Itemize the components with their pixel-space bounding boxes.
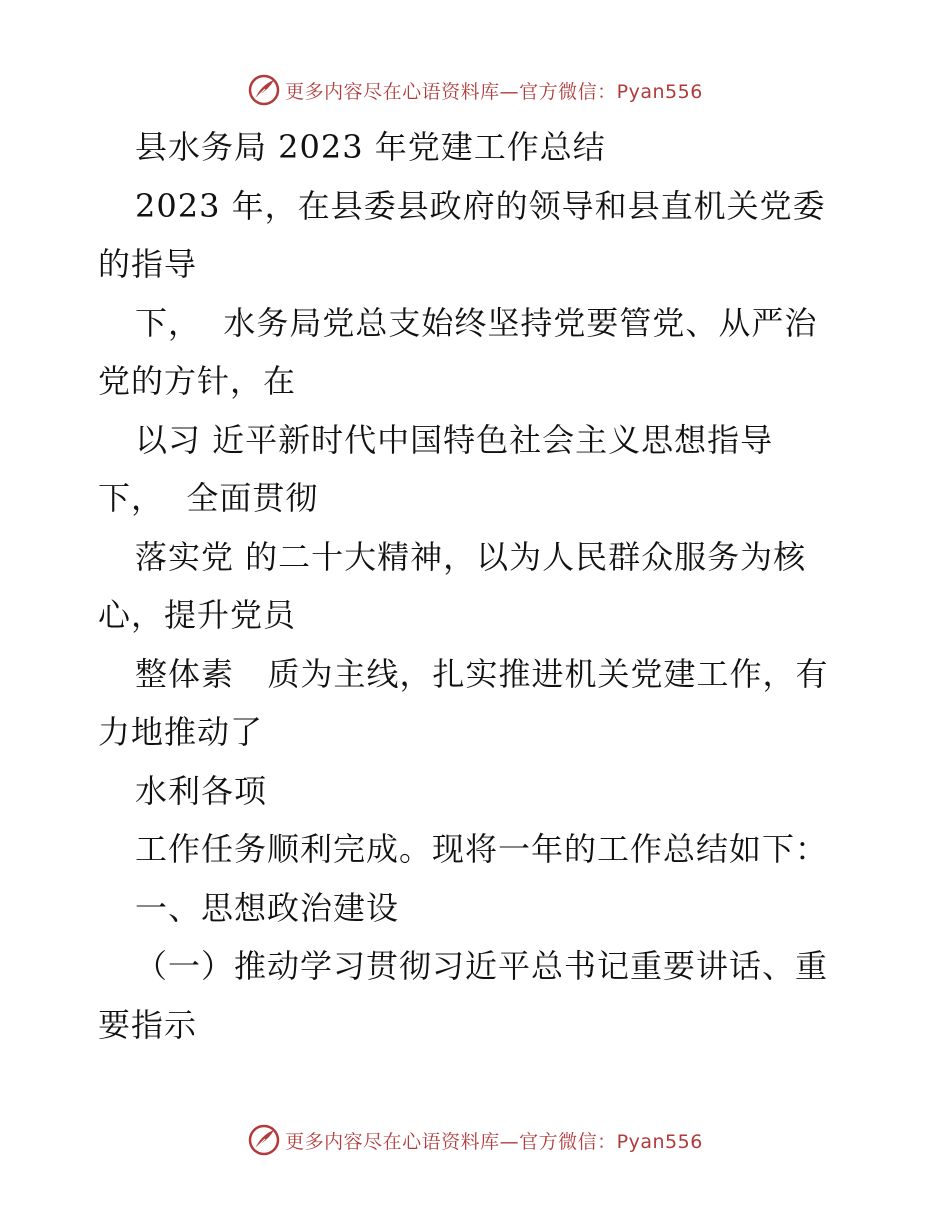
paragraph-line: 下， 水务局党总支始终坚持党要管党、从严治 [135, 303, 818, 342]
paragraph-line: 水利各项 [135, 771, 268, 810]
paragraph-line: 的指导 [98, 245, 198, 283]
paragraph-line: 2023 年，在县委县政府的领导和县直机关党委 [135, 186, 826, 225]
section-heading: 一、思想政治建设 [135, 888, 400, 927]
banner-contact-text: 官方微信：Pyan556 [519, 1130, 703, 1153]
footer-watermark-banner [0, 1120, 950, 1160]
document-title: 县水务局 2023 年党建工作总结 [135, 128, 606, 166]
banner-main-text: 更多内容尽在心语资料库 [285, 1130, 500, 1153]
banner-main-text: 更多内容尽在心语资料库 [285, 80, 500, 103]
banner-separator: — [499, 1130, 520, 1153]
paragraph-line: 要指示 [98, 1005, 198, 1044]
paragraph-line: 力地推动了 [98, 713, 264, 751]
paragraph-line: 整体素 质为主线，扎实推进机关党建工作，有 [135, 654, 829, 693]
paragraph-line: 党的方针，在 [98, 362, 297, 400]
banner-contact-text: 官方微信：Pyan556 [519, 80, 703, 103]
banner-text [285, 1127, 703, 1154]
feather-pen-logo-icon [247, 1123, 281, 1157]
paragraph-line: 工作任务顺利完成。现将一年的工作总结如下： [135, 830, 829, 868]
paragraph-line: 以习 近平新时代中国特色社会主义思想指导 [135, 420, 774, 459]
paragraph-line: 心，提升党员 [98, 596, 297, 634]
header-watermark-banner [0, 70, 950, 110]
paragraph-line: 落实党 的二十大精神，以为人民群众服务为核 [135, 537, 807, 576]
banner-separator: — [499, 80, 520, 103]
document-body [98, 118, 858, 1054]
banner-text [285, 77, 703, 104]
paragraph-line: 下， 全面贯彻 [98, 479, 319, 517]
feather-pen-logo-icon [247, 73, 281, 107]
subsection-heading: （一）推动学习贯彻习近平总书记重要讲话、重 [135, 947, 829, 985]
